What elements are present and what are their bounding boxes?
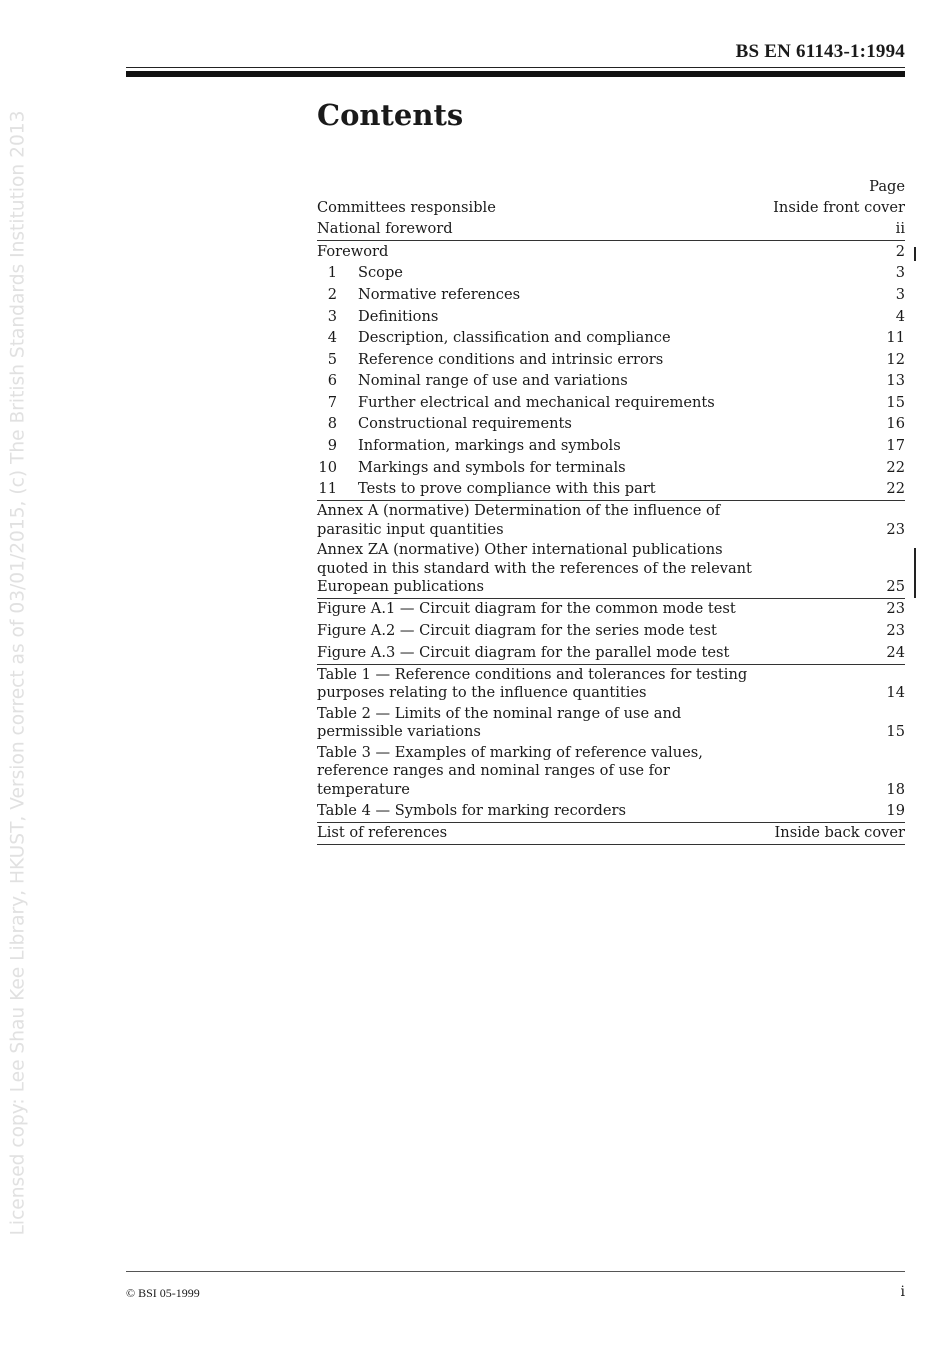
clause-title: Reference conditions and intrinsic errors: [358, 350, 664, 368]
toc-figure-a1[interactable]: [317, 599, 905, 621]
toc-entry-page: 16: [886, 415, 905, 433]
document-id: BS EN 61143-1:1994: [735, 41, 905, 62]
toc-entry-page: 2: [895, 242, 905, 260]
clause-number: 4: [327, 329, 337, 347]
toc-entry-page: ii: [895, 220, 905, 238]
toc-clause-9[interactable]: [317, 436, 905, 458]
footer-copyright: © BSI 05-1999: [126, 1286, 200, 1300]
toc-annex-a[interactable]: [317, 501, 905, 540]
toc-clause-11[interactable]: [317, 479, 905, 502]
toc-entry-label: Foreword: [317, 242, 389, 260]
clause-title: Scope: [358, 264, 403, 282]
clause-title: Nominal range of use and variations: [358, 372, 628, 390]
change-bar: [914, 247, 916, 261]
table-title-line: Table 4 — Symbols for marking recorders: [317, 801, 626, 819]
toc-entry-label: National foreword: [317, 220, 453, 238]
clause-title: Description, classification and compliance: [358, 329, 671, 347]
toc-entry-label: Figure A.1 — Circuit diagram for the common mode test: [317, 600, 736, 618]
toc-entry-page: 24: [886, 643, 905, 661]
toc-entry-label: Figure A.2 — Circuit diagram for the series mode test: [317, 621, 717, 639]
clause-number: 7: [327, 393, 337, 411]
clause-title: Information, markings and symbols: [358, 437, 621, 455]
toc-clause-3[interactable]: [317, 306, 905, 328]
toc-entry-foreword[interactable]: [317, 241, 905, 263]
change-bar: [914, 548, 916, 598]
page-column-heading: Page: [869, 178, 905, 195]
clause-title: Markings and symbols for terminals: [358, 458, 626, 476]
toc-entry-page: 23: [886, 520, 905, 538]
clause-number: 1: [327, 264, 337, 282]
toc-entry-page: 22: [886, 458, 905, 476]
table-title-line: Table 1 — Reference conditions and tolerances for testing: [317, 665, 748, 683]
table-of-contents: [317, 176, 905, 845]
toc-entry-page: 22: [886, 480, 905, 498]
clause-title: Normative references: [358, 285, 521, 303]
toc-figure-a2[interactable]: [317, 620, 905, 642]
clause-number: 11: [318, 480, 337, 498]
clause-title: Tests to prove compliance with this part: [358, 480, 656, 498]
clause-number: 6: [327, 372, 337, 390]
header-rule-thin: [126, 67, 905, 68]
toc-table-2[interactable]: [317, 704, 905, 743]
annex-title-line: European publications: [317, 578, 485, 596]
annex-title-line: Annex A (normative) Determination of the influence of: [317, 502, 721, 520]
toc-clause-6[interactable]: [317, 371, 905, 393]
toc-entry-references[interactable]: [317, 823, 905, 846]
clause-number: 10: [318, 458, 337, 476]
toc-table-4[interactable]: [317, 800, 905, 823]
table-title-line: purposes relating to the influence quantities: [317, 684, 647, 702]
toc-clause-1[interactable]: [317, 263, 905, 285]
toc-entry-page: 13: [886, 372, 905, 390]
toc-entry-page: 15: [886, 723, 905, 741]
footer-page-number: i: [900, 1284, 905, 1300]
toc-entry-label: Committees responsible: [317, 198, 496, 216]
clause-number: 2: [327, 285, 337, 303]
toc-entry-committees[interactable]: [317, 197, 905, 219]
clause-title: Constructional requirements: [358, 415, 572, 433]
toc-entry-page: 12: [886, 350, 905, 368]
toc-clause-5[interactable]: [317, 349, 905, 371]
toc-clause-2[interactable]: [317, 284, 905, 306]
table-title-line: temperature: [317, 780, 410, 798]
header-rule-thick: [126, 71, 905, 77]
toc-entry-label: List of references: [317, 824, 448, 842]
toc-entry-page: 15: [886, 393, 905, 411]
toc-entry-national-foreword[interactable]: [317, 219, 905, 242]
annex-title-line: quoted in this standard with the references of the relevant: [317, 559, 752, 577]
toc-annex-za[interactable]: [317, 540, 905, 599]
annex-title-line: Annex ZA (normative) Other international publications: [317, 541, 723, 559]
toc-clause-4[interactable]: [317, 328, 905, 350]
toc-clause-10[interactable]: [317, 457, 905, 479]
clause-number: 8: [327, 415, 337, 433]
clause-number: 3: [327, 307, 337, 325]
toc-entry-page: 14: [886, 684, 905, 702]
page-title: Contents: [317, 98, 464, 132]
watermark-text: Licensed copy: Lee Shau Kee Library, HKUST, Version correct as of 03/01/2015, (c) The British Standards Institution 2013: [7, 110, 29, 1236]
table-title-line: Table 3 — Examples of marking of reference values,: [317, 743, 703, 761]
toc-entry-page: 11: [886, 329, 905, 347]
clause-title: Definitions: [358, 307, 439, 325]
toc-entry-page: 18: [886, 780, 905, 798]
toc-entry-page: 19: [886, 801, 905, 819]
toc-figure-a3[interactable]: [317, 642, 905, 665]
toc-entry-page: 23: [886, 621, 905, 639]
footer-rule: [126, 1271, 905, 1272]
clause-title: Further electrical and mechanical requirements: [358, 393, 715, 411]
toc-entry-page: 4: [895, 307, 905, 325]
clause-number: 9: [327, 437, 337, 455]
toc-entry-page: 25: [886, 578, 905, 596]
toc-entry-page: 17: [886, 437, 905, 455]
table-title-line: Table 2 — Limits of the nominal range of use and: [317, 704, 682, 722]
toc-entry-page: Inside front cover: [773, 198, 905, 216]
annex-title-line: parasitic input quantities: [317, 520, 504, 538]
toc-entry-page: Inside back cover: [774, 824, 905, 842]
table-title-line: permissible variations: [317, 723, 481, 741]
clause-number: 5: [327, 350, 337, 368]
toc-entry-page: 23: [886, 600, 905, 618]
toc-clause-7[interactable]: [317, 392, 905, 414]
toc-clause-8[interactable]: [317, 414, 905, 436]
toc-entry-page: 3: [895, 264, 905, 282]
toc-entry-page: 3: [895, 285, 905, 303]
toc-table-3[interactable]: [317, 743, 905, 801]
table-title-line: reference ranges and nominal ranges of use for: [317, 762, 670, 780]
toc-entry-label: Figure A.3 — Circuit diagram for the parallel mode test: [317, 643, 730, 661]
toc-table-1[interactable]: [317, 665, 905, 704]
